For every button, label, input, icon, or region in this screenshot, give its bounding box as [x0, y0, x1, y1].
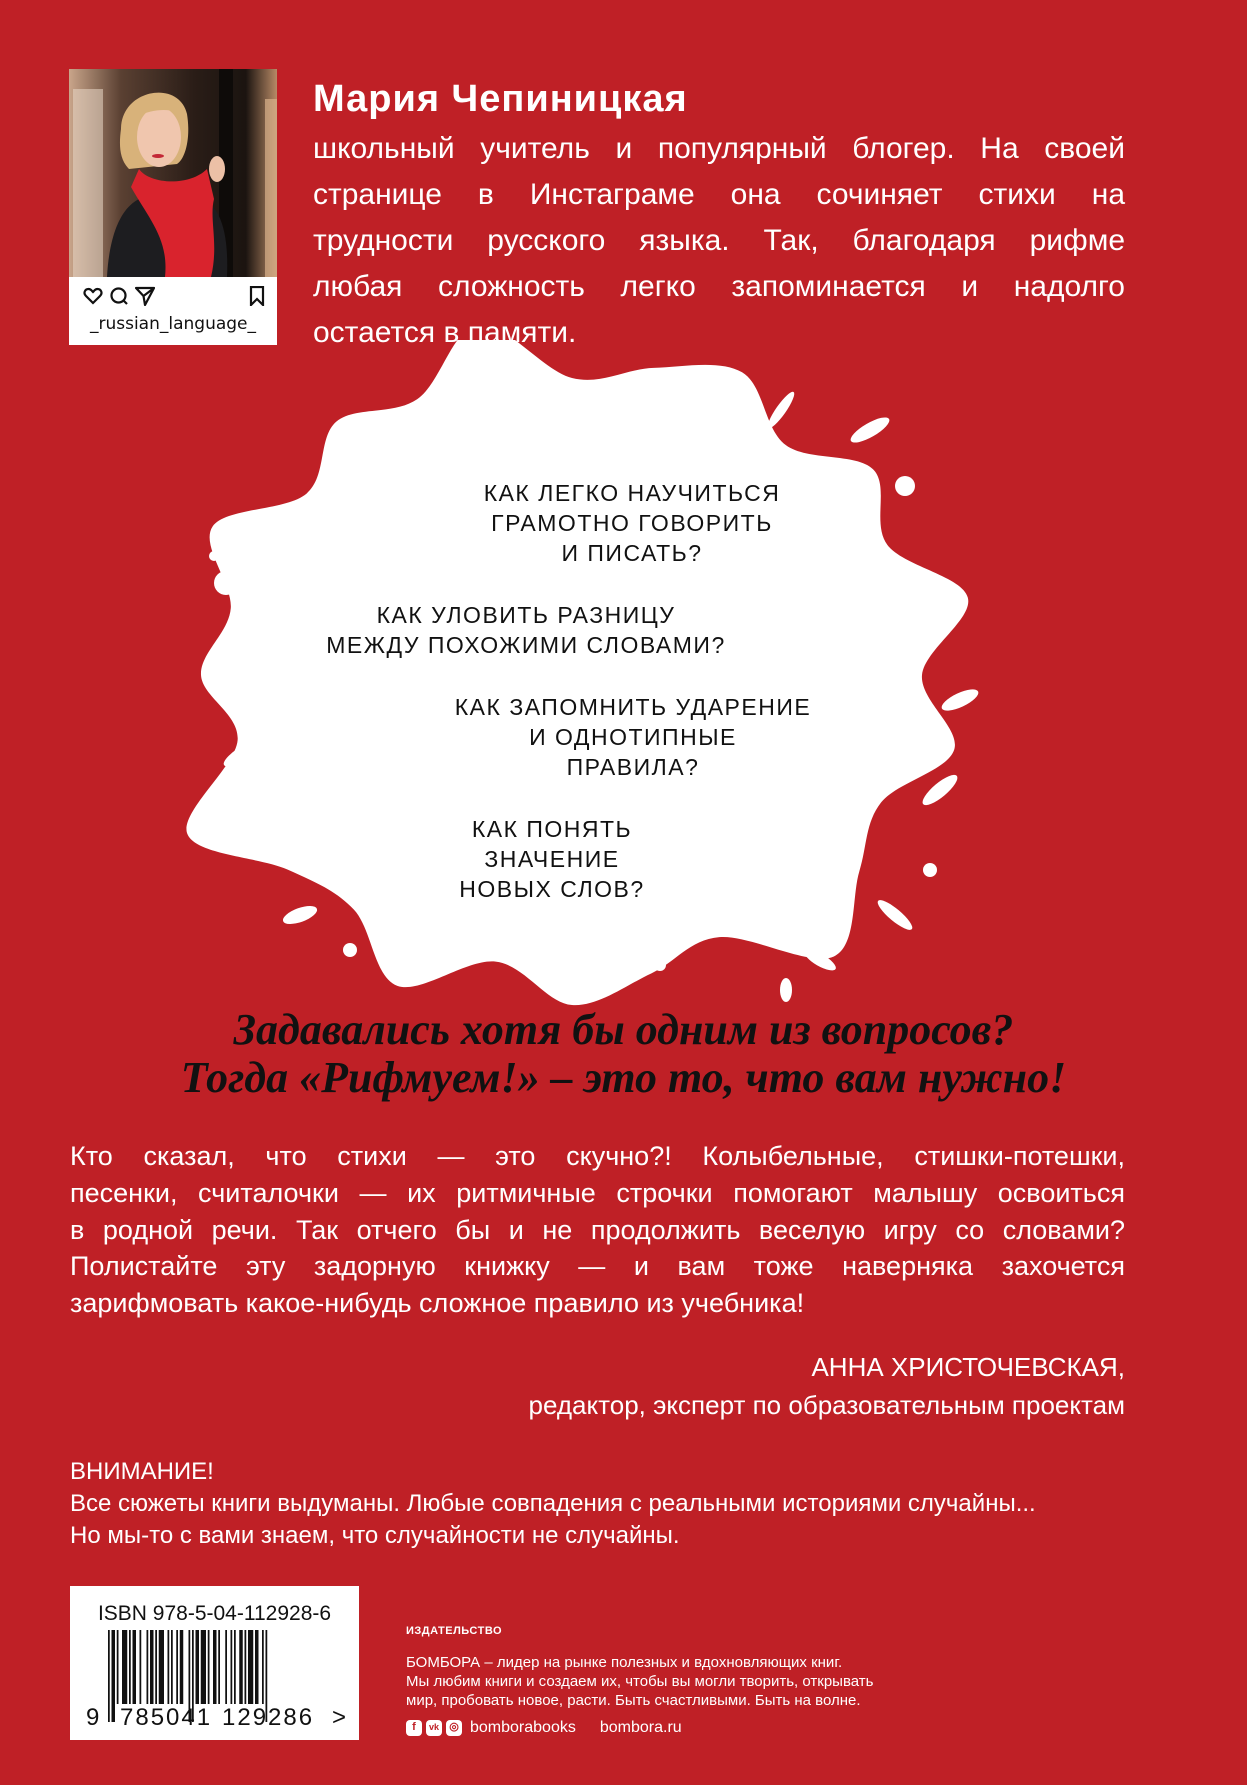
- barcode-bar: [225, 1630, 227, 1704]
- barcode-bar: [180, 1630, 184, 1704]
- review-author: АННА ХРИСТОЧЕВСКАЯ,: [811, 1352, 1125, 1382]
- barcode-bar: [176, 1630, 178, 1704]
- splash-droplet: [939, 685, 981, 715]
- publisher-line: мир, пробовать новое, расти. Быть счастливыми. Быть на волне.: [406, 1692, 861, 1709]
- publisher-line: Мы любим книги и создаем их, чтобы вы могли творить, открывать: [406, 1673, 874, 1690]
- vk-icon[interactable]: vk: [426, 1720, 442, 1736]
- comment-icon: [109, 286, 129, 306]
- question-3: [455, 692, 811, 782]
- instagram-handle: _russian_language_: [89, 314, 257, 334]
- barcode-bar: [108, 1630, 110, 1722]
- barcode-bar: [133, 1630, 137, 1704]
- splash-droplet: [209, 551, 219, 561]
- splash-droplet: [780, 978, 792, 1002]
- slogan-line: Тогда «Рифмуем!» – это то, что вам нужно!: [180, 1053, 1067, 1102]
- isbn-label: ISBN 978-5-04-112928-6: [97, 1602, 332, 1625]
- slogan-line: Задавались хотя бы одним из вопросов?: [233, 1005, 1014, 1054]
- splash-droplet: [343, 943, 357, 957]
- warning-line: Но мы-то с вами знаем, что случайности не случайны.: [70, 1522, 680, 1549]
- barcode-digit-first: 9: [86, 1704, 102, 1731]
- question-line: НОВЫХ СЛОВ?: [459, 876, 645, 902]
- author-bio: [313, 126, 1125, 356]
- question-line: И ПИСАТЬ?: [561, 540, 703, 566]
- question-line: И ОДНОТИПНЫЕ: [529, 724, 737, 750]
- barcode-bar: [168, 1630, 170, 1704]
- question-line: КАК ПОНЯТЬ: [471, 816, 633, 842]
- splash-droplet: [608, 380, 626, 408]
- barcode-bar: [155, 1630, 157, 1704]
- facebook-icon[interactable]: f: [406, 1720, 422, 1736]
- barcode-bar: [262, 1630, 264, 1704]
- review-attribution: [528, 1348, 1125, 1424]
- warning-title: ВНИМАНИЕ!: [70, 1458, 214, 1485]
- splash-droplet: [654, 959, 666, 971]
- publisher-line: БОМБОРА – лидер на рынке полезных и вдохновляющих книг.: [406, 1654, 843, 1671]
- question-line: КАК УЛОВИТЬ РАЗНИЦУ: [376, 602, 676, 628]
- splash-droplet: [874, 896, 915, 933]
- website-link[interactable]: bombora.ru: [599, 1719, 682, 1736]
- barcode-bar: [122, 1630, 127, 1704]
- barcode-bar: [234, 1630, 236, 1704]
- splash-droplet: [885, 740, 901, 756]
- bookmark-icon: [249, 286, 265, 306]
- splash-droplet: [923, 863, 937, 877]
- barcode-digits-right: 129286: [222, 1704, 315, 1731]
- barcode-bar: [129, 1630, 131, 1704]
- splash-droplet: [708, 384, 716, 392]
- review-text: [70, 1138, 1125, 1322]
- review-line: в родной речи. Так отчего бы и не продолжить веселую игру со словами?: [70, 1214, 1125, 1245]
- instagram-icon[interactable]: ◎: [446, 1720, 462, 1736]
- review-author-role: редактор, эксперт по образовательным проектам: [528, 1390, 1125, 1420]
- barcode-bar: [201, 1630, 206, 1704]
- warning-block: [70, 1456, 1036, 1552]
- paint-splash: [0, 340, 1247, 1020]
- isbn-barcode: [70, 1586, 359, 1740]
- publisher-info: [406, 1622, 873, 1737]
- question-line: КАК ЗАПОМНИТЬ УДАРЕНИЕ: [454, 694, 812, 720]
- question-line: ГРАМОТНО ГОВОРИТЬ: [491, 510, 773, 536]
- social-handle[interactable]: bomborabooks: [470, 1719, 576, 1736]
- author-photo-card: [69, 69, 277, 345]
- splash-droplet: [464, 434, 476, 446]
- splash-droplet: [919, 770, 962, 809]
- bio-line: школьный учитель и популярный блогер. На своей: [313, 132, 1125, 165]
- publisher-label: ИЗДАТЕЛЬСТВО: [406, 1625, 503, 1637]
- publisher-social: [406, 1718, 873, 1737]
- barcode-digits-left: 785041: [120, 1704, 213, 1731]
- splash-droplet: [847, 413, 892, 447]
- splash-droplet: [372, 474, 390, 498]
- barcode-bar: [150, 1630, 154, 1704]
- barcode-bar: [171, 1630, 173, 1704]
- barcode-bar: [140, 1630, 142, 1704]
- heart-icon: [83, 286, 103, 306]
- barcode-bar: [218, 1630, 220, 1704]
- splash-droplet: [895, 476, 915, 496]
- question-1: [484, 478, 781, 568]
- barcode-bar: [213, 1630, 217, 1704]
- barcode-bar: [117, 1630, 119, 1704]
- warning-line: Все сюжеты книги выдуманы. Любые совпадения с реальными историями случайны...: [70, 1490, 1036, 1517]
- barcode-bar: [159, 1630, 164, 1704]
- review-line: песенки, считалочки — их ритмичные строчки помогают малышу освоиться: [70, 1177, 1125, 1208]
- review-line: Кто сказал, что стихи — это скучно?! Колыбельные, стишки-потешки,: [70, 1141, 1125, 1171]
- send-icon: [135, 286, 155, 306]
- question-line: МЕЖДУ ПОХОЖИМИ СЛОВАМИ?: [326, 632, 726, 658]
- barcode-bar: [231, 1630, 233, 1704]
- barcode-bar: [147, 1630, 149, 1704]
- barcode-bar: [248, 1630, 253, 1704]
- barcode-bar: [196, 1630, 200, 1704]
- question-line: ПРАВИЛА?: [566, 754, 700, 780]
- bio-line: странице в Инстаграме она сочиняет стихи на: [313, 178, 1125, 211]
- author-photo: [69, 69, 277, 277]
- review-line: зарифмовать какое-нибудь сложное правило из учебника!: [70, 1288, 805, 1319]
- instagram-actions: [83, 286, 155, 306]
- barcode-bar: [245, 1630, 247, 1704]
- splash-droplet: [214, 571, 238, 595]
- author-name: Мария Чепиницкая: [313, 78, 688, 120]
- splash-droplet: [254, 824, 266, 836]
- question-line: ЗНАЧЕНИЕ: [484, 846, 620, 872]
- question-4: [459, 814, 644, 904]
- review-line: Полистайте эту задорную книжку — и вам тоже наверняка захочется: [70, 1251, 1125, 1282]
- question-2: [326, 600, 726, 660]
- splash-droplet: [405, 900, 415, 910]
- question-line: КАК ЛЕГКО НАУЧИТЬСЯ: [483, 480, 781, 506]
- bio-line: остается в памяти.: [313, 316, 577, 349]
- barcode-bar: [208, 1630, 210, 1704]
- barcode-bar: [112, 1630, 116, 1722]
- bio-line: любая сложность легко запоминается и надолго: [313, 270, 1125, 303]
- splash-droplet: [764, 389, 797, 431]
- slogan: [0, 1006, 1247, 1102]
- barcode-bar: [255, 1630, 259, 1704]
- bio-line: трудности русского языка. Так, благодаря рифме: [313, 224, 1125, 257]
- barcode-arrow: >: [332, 1704, 349, 1731]
- splash-droplet: [828, 582, 846, 604]
- barcode-bar: [239, 1630, 243, 1704]
- splash-droplet: [281, 902, 320, 927]
